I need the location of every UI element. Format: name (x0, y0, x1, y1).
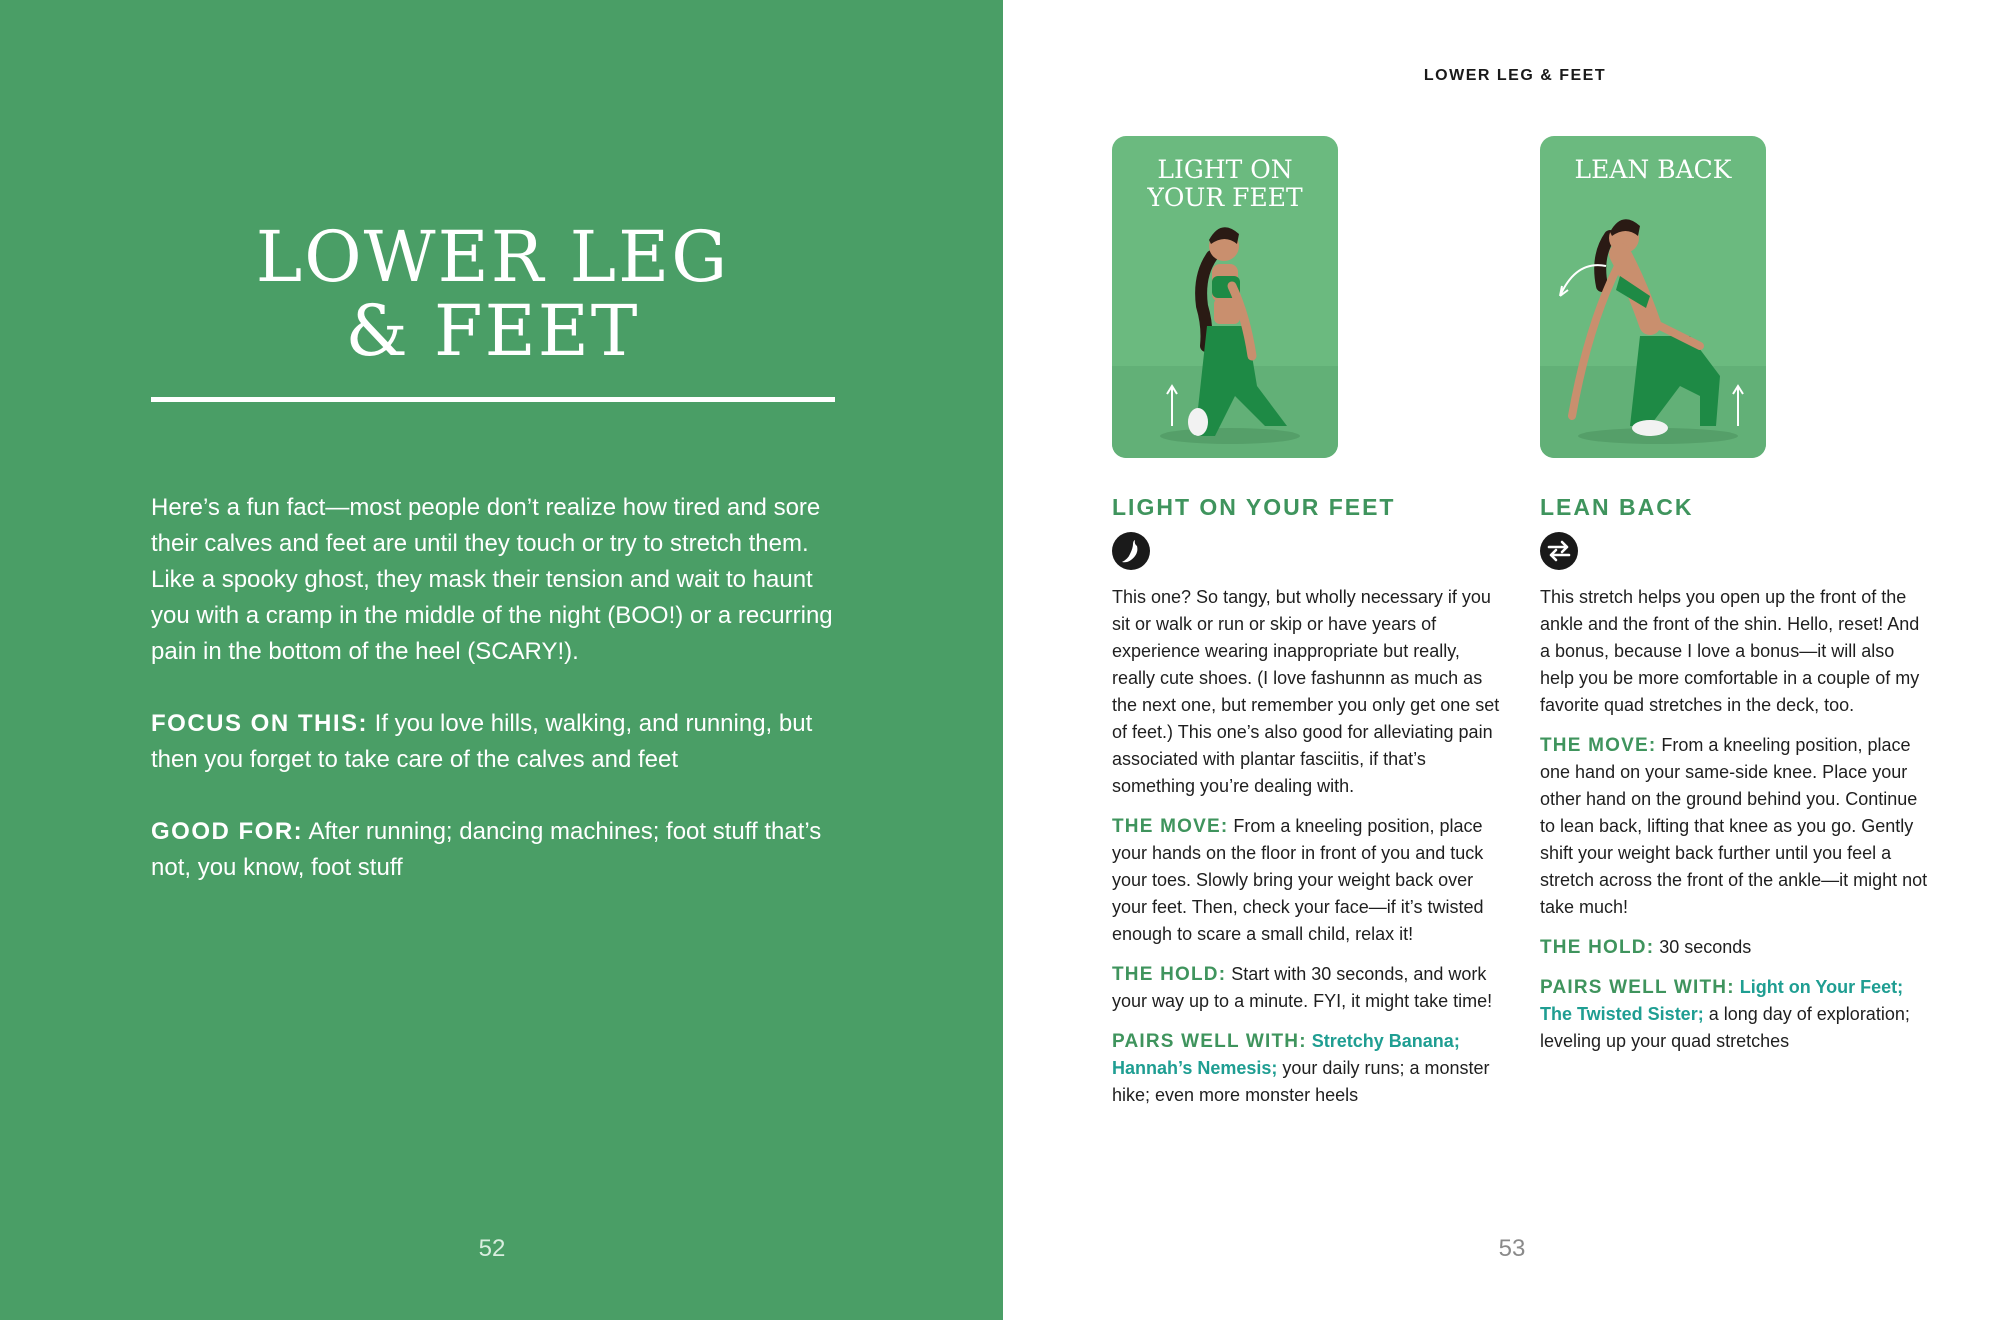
pairs-well-paragraph (1540, 974, 1930, 1055)
stretch-column-light-on-your-feet (1112, 492, 1502, 1122)
pairs-link-stretchy-banana[interactable]: Stretchy Banana; (1306, 1031, 1460, 1051)
swap-arrows-icon (1540, 532, 1578, 570)
page-number-left: 52 (478, 1235, 506, 1262)
page-number-right: 53 (1498, 1235, 1526, 1262)
stretch-column-lean-back (1540, 492, 1930, 1068)
card-title-line2: YOUR FEET (1147, 183, 1303, 212)
card-title (1112, 156, 1338, 212)
pairs-well-paragraph (1112, 1028, 1502, 1109)
pairs-link-light-on-your-feet[interactable]: Light on Your Feet; (1734, 977, 1904, 997)
stretch-name: LIGHT ON YOUR FEET (1112, 494, 1396, 520)
chapter-title-line1: LOWER LEG (255, 216, 730, 298)
focus-text: If you love hills, walking, and running, but then you forget to take care of the calves and feet (151, 710, 813, 773)
card-title-line1: LIGHT ON (1157, 155, 1293, 184)
the-move-paragraph (1112, 813, 1502, 948)
stretch-body (1540, 584, 1930, 1055)
good-for-paragraph (151, 814, 851, 886)
good-for-label: GOOD FOR: (151, 818, 304, 845)
the-hold-text: Start with 30 seconds, and work your way up to a minute. FYI, it might take time! (1112, 964, 1493, 1011)
the-move-label: THE MOVE: (1540, 735, 1657, 756)
good-for-text: After running; dancing machines; foot stuff that’s not, you know, foot stuff (151, 818, 822, 881)
stretch-card-lean-back (1540, 136, 1766, 458)
intro-paragraph: Here’s a fun fact—most people don’t realize how tired and sore their calves and feet are until they touch or try to stretch them. Like a spooky ghost, they mask their tension and wait to haunt you with a cramp in the middle of the night (BOO!) or a recurring pain in the bottom of the heel (SCARY!). (151, 494, 833, 665)
the-move-label: THE MOVE: (1112, 816, 1229, 837)
title-divider (151, 397, 835, 402)
the-hold-label: THE HOLD: (1540, 937, 1655, 958)
pairs-link-the-twisted-sister[interactable]: The Twisted Sister; (1540, 1004, 1704, 1024)
the-hold-label: THE HOLD: (1112, 964, 1227, 985)
stretch-description: This one? So tangy, but wholly necessary if you sit or walk or run or skip or have years of experience wearing inappropriate but really, really cute shoes. (I love fashunnn as much as the next one, but remember you only get one set of feet.) This one’s also good for alleviating pain associated with plantar fasciitis, if that’s something you’re dealing with. (1112, 587, 1500, 796)
card-title: LEAN BACK (1574, 155, 1732, 184)
stretch-name: LEAN BACK (1540, 494, 1694, 520)
stretch-description: This stretch helps you open up the front of the ankle and the front of the shin. Hello, reset! And a bonus, because I love a bonus—it will also help you be more comfortable in a couple of my favorite quad stretches in the deck, too. (1540, 587, 1920, 715)
pairs-well-label: PAIRS WELL WITH: (1540, 977, 1735, 998)
running-head: LOWER LEG & FEET (1423, 67, 1607, 84)
pairs-link-hannahs-nemesis[interactable]: Hannah’s Nemesis; (1112, 1058, 1278, 1078)
focus-paragraph (151, 706, 851, 778)
stretch-body (1112, 584, 1502, 1109)
intro-block (151, 490, 851, 922)
the-hold-paragraph (1112, 961, 1502, 1015)
the-hold-text: 30 seconds (1654, 937, 1752, 957)
focus-label: FOCUS ON THIS: (151, 710, 368, 737)
pairs-well-text: a long day of exploration; leveling up your quad stretches (1540, 1004, 1910, 1051)
pepper-icon (1112, 532, 1150, 570)
the-move-text: From a kneeling position, place one hand on your same-side knee. Place your other hand on the ground behind you. Continue to lean back, lifting that knee as you go. Gently shift your weight back further until you feel a stretch across the front of the ankle—it might not take much! (1540, 735, 1928, 917)
pairs-well-label: PAIRS WELL WITH: (1112, 1031, 1307, 1052)
chapter-title (150, 216, 835, 372)
stretch-card-light-on-your-feet (1112, 136, 1338, 458)
lean-back-figure-illustration (1540, 136, 1766, 458)
the-hold-paragraph (1540, 934, 1930, 961)
the-move-paragraph (1540, 732, 1930, 921)
pairs-well-text: your daily runs; a monster hike; even more monster heels (1112, 1058, 1490, 1105)
the-move-text: From a kneeling position, place your hands on the floor in front of you and tuck your toes. Slowly bring your weight back over your feet. Then, check your face—if it’s twisted enough to scare a small child, relax it! (1112, 816, 1484, 944)
chapter-title-line2: & FEET (345, 290, 640, 372)
